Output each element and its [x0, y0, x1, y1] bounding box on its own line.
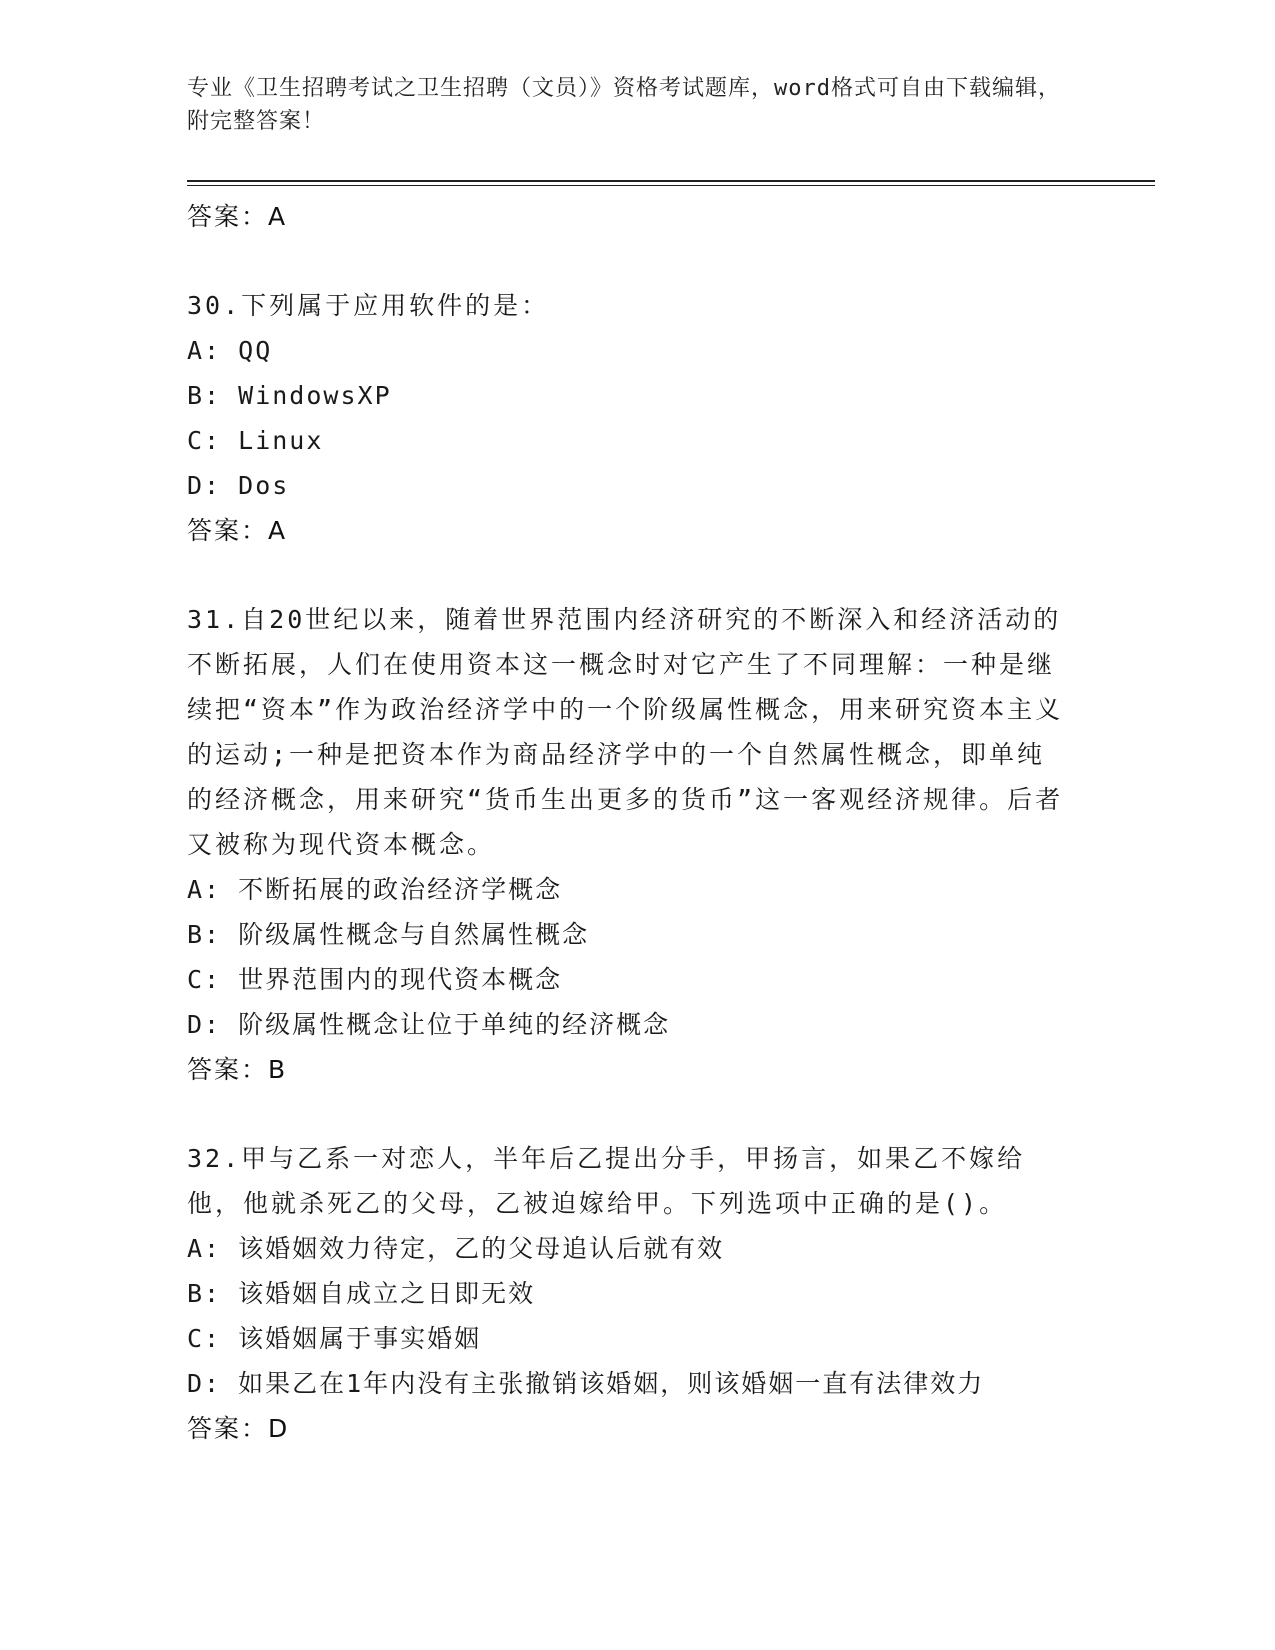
question-text: 32.甲与乙系一对恋人，半年后乙提出分手，甲扬言，如果乙不嫁给他，他就杀死乙的父母，乙被迫嫁给甲。下列选项中正确的是()。 — [187, 1144, 1026, 1218]
option-a: A: QQ — [187, 336, 273, 365]
header-divider-thin — [187, 185, 1155, 186]
option-c: C: 该婚姻属于事实婚姻 — [187, 1324, 482, 1353]
option-d: D: 阶级属性概念让位于单纯的经济概念 — [187, 1010, 671, 1039]
question-30 — [187, 283, 1147, 553]
option-c: C: 世界范围内的现代资本概念 — [187, 965, 563, 994]
question-text: 30.下列属于应用软件的是： — [187, 291, 550, 320]
document-page — [187, 72, 1147, 1451]
question-31 — [187, 597, 1147, 1092]
header-divider-thick — [187, 180, 1155, 182]
option-b: B: WindowsXP — [187, 381, 392, 410]
option-a: A: 不断拓展的政治经济学概念 — [187, 875, 563, 904]
option-d: D: 如果乙在1年内没有主张撤销该婚姻，则该婚姻一直有法律效力 — [187, 1369, 985, 1398]
option-b: B: 该婚姻自成立之日即无效 — [187, 1279, 536, 1308]
question-text: 31.自20世纪以来，随着世界范围内经济研究的不断深入和经济活动的不断拓展，人们在使用资本这一概念时对它产生了不同理解：一种是继续把“资本”作为政治经济学中的一个阶级属性概念，用来研究资本主义的运动;一种是把资本作为商品经济学中的一个自然属性概念，即单纯的经济概念，用来研究“货币生出更多的货币”这一客观经济规律。后者又被称为现代资本概念。 — [187, 605, 1064, 859]
option-b: B: 阶级属性概念与自然属性概念 — [187, 920, 590, 949]
answer-line: 答案：A — [187, 516, 288, 545]
answer-line: 答案：D — [187, 1414, 290, 1443]
option-c: C: Linux — [187, 426, 324, 455]
option-d: D: Dos — [187, 471, 290, 500]
answer-line: 答案：B — [187, 1055, 288, 1084]
question-32 — [187, 1136, 1147, 1451]
option-a: A: 该婚姻效力待定，乙的父母追认后就有效 — [187, 1234, 725, 1263]
page-header-text: 专业《卫生招聘考试之卫生招聘（文员）》资格考试题库，word格式可自由下载编辑，附完整答案！ — [187, 76, 1061, 134]
answer-line: 答案：A — [187, 202, 288, 231]
